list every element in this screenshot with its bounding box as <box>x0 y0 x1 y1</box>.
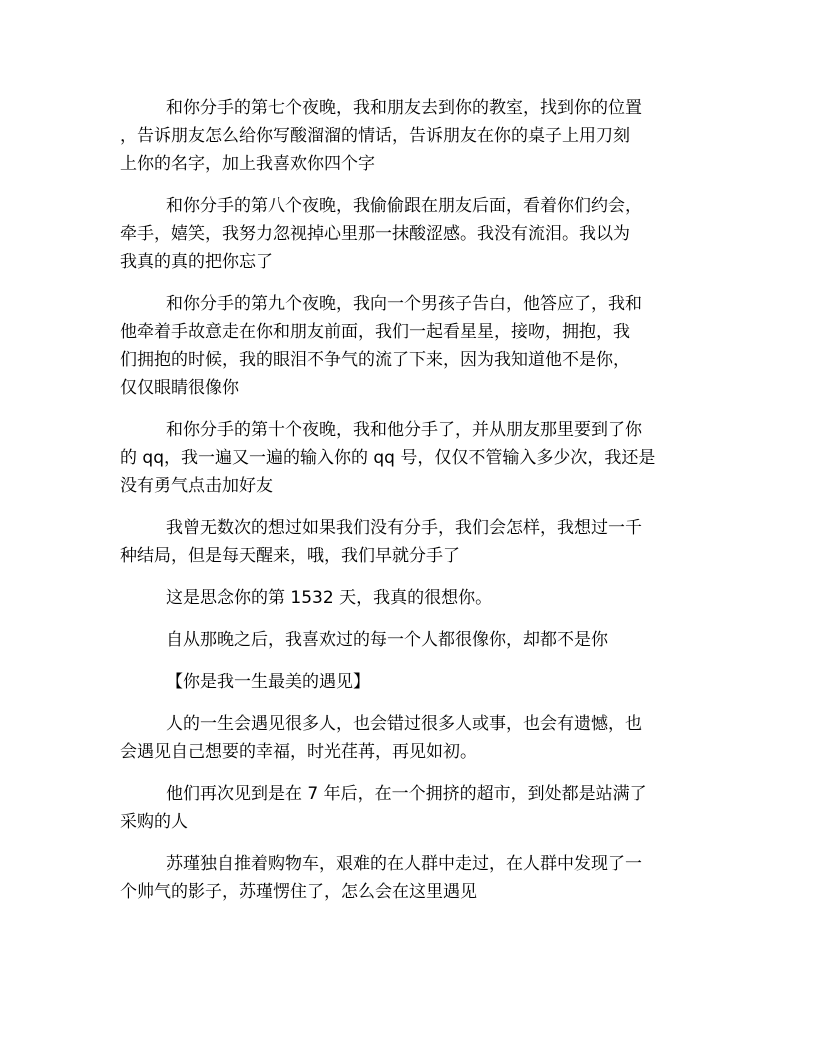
text-line: ，告诉朋友怎么给你写酸溜溜的情话，告诉朋友在你的桌子上用刀刻 <box>120 126 630 146</box>
text-line: 们拥抱的时候，我的眼泪不争气的流了下来，因为我知道他不是你， <box>120 350 630 370</box>
text-line: 仅仅眼睛很像你 <box>120 378 239 398</box>
heading-line: 【你是我一生最美的遇见】 <box>166 672 370 692</box>
text-line: 他们再次见到是在 7 年后，在一个拥挤的超市，到处都是站满了 <box>166 784 647 804</box>
text-line: 种结局，但是每天醒来，哦，我们早就分手了 <box>120 546 460 566</box>
text-line: 他牵着手故意走在你和朋友前面，我们一起看星星，接吻，拥抱，我 <box>120 322 630 342</box>
text-line: 和你分手的第九个夜晚，我向一个男孩子告白，他答应了，我和 <box>166 294 642 314</box>
text-line: 会遇见自己想要的幸福，时光荏苒，再见如初。 <box>120 742 477 762</box>
text-line: 牵手，嬉笑，我努力忽视掉心里那一抹酸涩感。我没有流泪。我以为 <box>120 224 630 244</box>
text-line: 没有勇气点击加好友 <box>120 476 273 496</box>
text-line: 这是思念你的第 1532 天，我真的很想你。 <box>166 588 493 608</box>
text-line: 自从那晚之后，我喜欢过的每一个人都很像你，却都不是你 <box>166 630 608 650</box>
text-line: 我曾无数次的想过如果我们没有分手，我们会怎样，我想过一千 <box>166 518 642 538</box>
text-line: 个帅气的影子，苏瑾愣住了，怎么会在这里遇见 <box>120 882 477 902</box>
text-line: 人的一生会遇见很多人，也会错过很多人或事，也会有遗憾，也 <box>166 714 642 734</box>
text-line: 我真的真的把你忘了 <box>120 252 273 272</box>
text-line: 和你分手的第七个夜晚，我和朋友去到你的教室，找到你的位置 <box>166 98 642 118</box>
text-line: 上你的名字，加上我喜欢你四个字 <box>120 154 375 174</box>
text-line: 和你分手的第八个夜晚，我偷偷跟在朋友后面，看着你们约会， <box>166 196 642 216</box>
text-line: 的 qq，我一遍又一遍的输入你的 qq 号，仅仅不管输入多少次，我还是 <box>120 448 656 468</box>
text-line: 和你分手的第十个夜晚，我和他分手了，并从朋友那里要到了你 <box>166 420 642 440</box>
text-line: 苏瑾独自推着购物车，艰难的在人群中走过，在人群中发现了一 <box>166 854 642 874</box>
text-line: 采购的人 <box>120 812 188 832</box>
